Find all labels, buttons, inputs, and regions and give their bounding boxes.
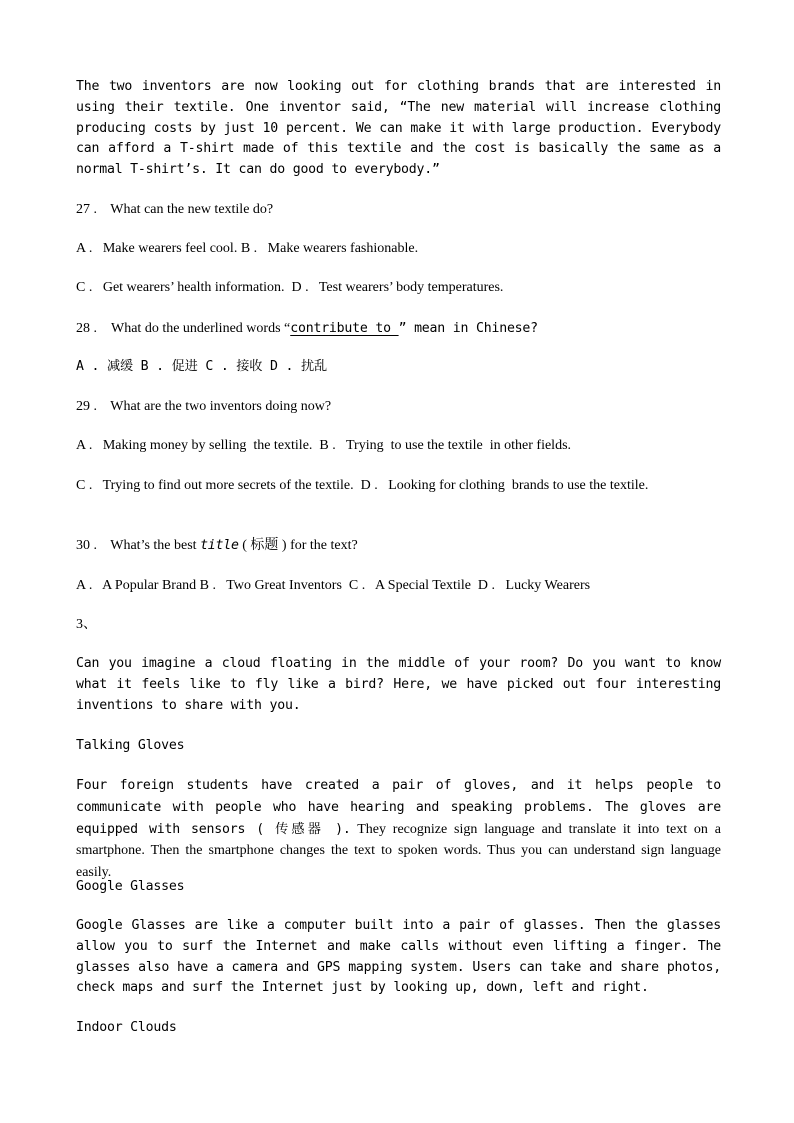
item-body: Google Glasses are like a computer built into a pair of glasses. Then the glasses allow you to surf the Internet and make calls without even lifting a finger. The glasses also have a camera and GPS mapping system. Users can take and share photos, check maps and surf the Internet just by looking up, down, left and right. bbox=[76, 918, 721, 996]
item-heading: Talking Gloves bbox=[76, 738, 185, 753]
question-stem: What do the underlined words “ bbox=[111, 321, 291, 336]
italic-word: title bbox=[200, 538, 239, 553]
question-number: 27 . bbox=[76, 202, 97, 217]
question-28 bbox=[76, 318, 538, 339]
question-stem: What’s the best bbox=[110, 538, 201, 553]
item-heading: Indoor Clouds bbox=[76, 1020, 177, 1035]
question-29 bbox=[76, 397, 331, 417]
item-body-part: Four foreign students have created a pair of gloves, and it helps people to communicate with people who have hearing and speaking problems. The gloves are equipped with sensors ( 传感器 ). bbox=[76, 778, 721, 837]
question-27-options-cd: C . Get wearers’ health information. D . Test wearers’ body temperatures. bbox=[76, 280, 504, 295]
item-body-part: They recognize sign language and translate it into text on a smartphone. Then the smartphone changes the text to spoken words. Thus you can understand sign language easily. bbox=[76, 821, 721, 881]
question-27-options-ab: A . Make wearers feel cool. B . Make wearers fashionable. bbox=[76, 241, 419, 256]
question-30 bbox=[76, 536, 358, 556]
item-body bbox=[76, 775, 721, 884]
question-30-options: A . A Popular Brand B . Two Great Inventors C . A Special Textile D . Lucky Wearers bbox=[76, 578, 591, 593]
question-stem: What are the two inventors doing now? bbox=[110, 399, 332, 414]
question-stem-end: ” mean in Chinese? bbox=[398, 321, 538, 336]
item-heading: Google Glasses bbox=[76, 879, 185, 894]
section-intro: Can you imagine a cloud floating in the middle of your room? Do you want to know what it feels like to fly like a bird? Here, we have picked out four interesting inventions to share with you. bbox=[76, 656, 721, 713]
question-29-options-ab: A . Making money by selling the textile. B . Trying to use the textile in other fields. bbox=[76, 438, 572, 453]
question-number: 30 . bbox=[76, 538, 97, 553]
passage-paragraph: The two inventors are now looking out for clothing brands that are interested in using their textile. One inventor said, “The new material will increase clothing producing costs by just 10 percent. We can make it with large production. Everybody can afford a T-shirt made of this textile and the cost is basically the same as a normal T-shirt’s. It can do good to everybody.” bbox=[76, 79, 721, 178]
section-label: 3、 bbox=[76, 617, 97, 632]
question-28-options: A . 减缓 B . 促进 C . 接收 D . 扰乱 bbox=[76, 359, 327, 374]
question-stem: What can the new textile do? bbox=[110, 202, 274, 217]
question-number: 28 . bbox=[76, 321, 97, 336]
question-number: 29 . bbox=[76, 399, 97, 414]
question-stem-end: ( 标题 ) for the text? bbox=[238, 538, 358, 553]
question-27 bbox=[76, 200, 273, 220]
underlined-phrase: contribute to bbox=[290, 321, 399, 336]
question-29-options-cd: C . Trying to find out more secrets of the textile. D . Looking for clothing brands to use the textile. bbox=[76, 478, 649, 493]
